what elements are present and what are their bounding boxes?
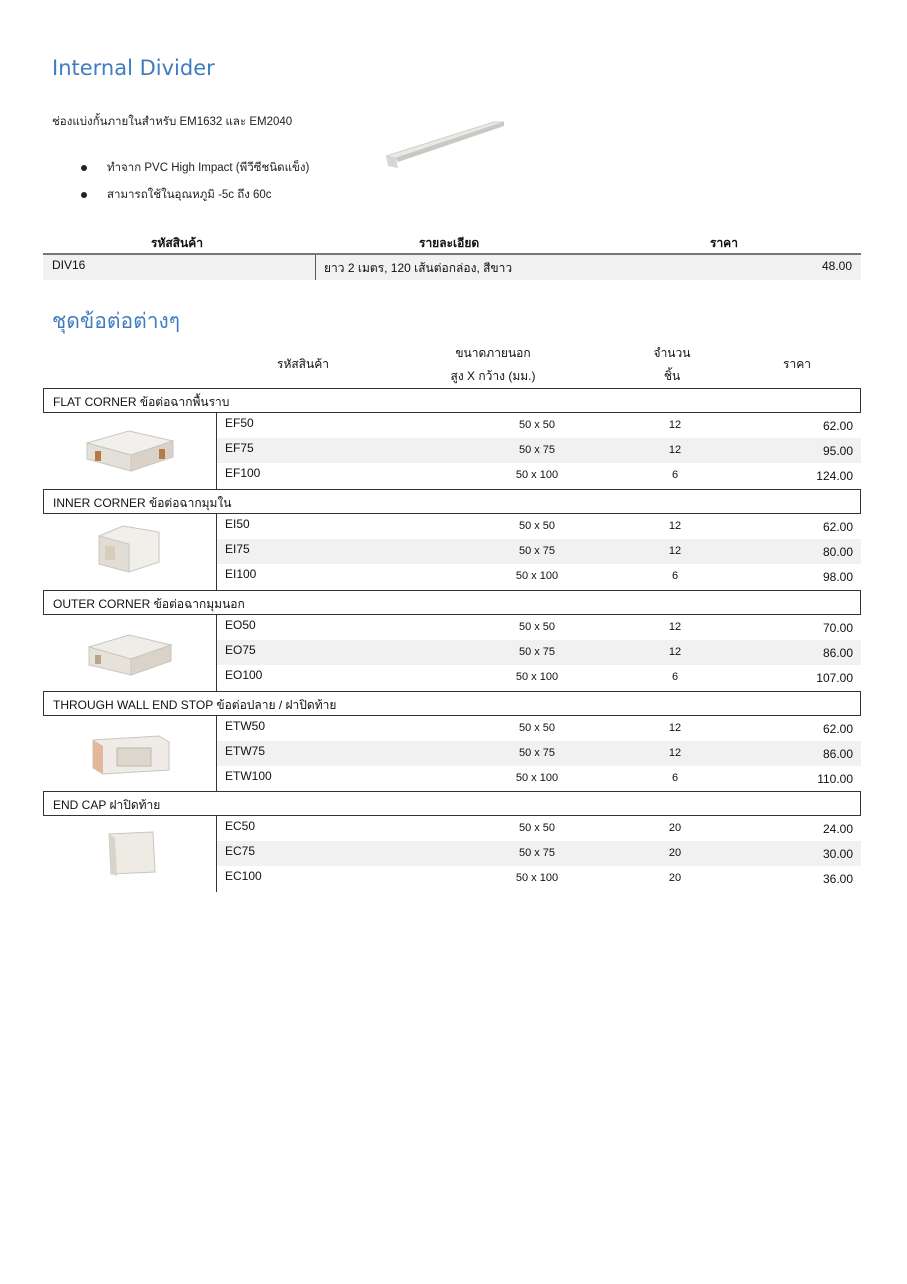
cell-code: ETW75 (225, 744, 266, 758)
cell-qty: 12 (668, 621, 682, 633)
cell-size: 50 x 50 (518, 621, 556, 633)
cell-size: 50 x 100 (515, 671, 559, 683)
cell-qty: 12 (668, 722, 682, 734)
table-row (217, 539, 861, 564)
header-code: รหัสสินค้า (151, 236, 203, 250)
table-row (217, 716, 861, 741)
feature-list (80, 158, 309, 212)
cell-qty: 20 (668, 872, 682, 884)
table-row (217, 564, 861, 589)
cell-size: 50 x 50 (518, 722, 556, 734)
cell-code: EF75 (225, 441, 254, 455)
cell-size: 50 x 100 (515, 469, 559, 481)
cell-code: ETW100 (225, 769, 272, 783)
cell-size: 50 x 75 (518, 545, 556, 557)
cell-price: 95.00 (822, 444, 853, 458)
cell-code: EC75 (225, 844, 256, 858)
cell-size: 50 x 100 (515, 570, 559, 582)
group-header-outer-corner: OUTER CORNER ข้อต่อฉากมุมนอก (43, 590, 861, 615)
cell-qty: 12 (668, 419, 682, 431)
cell-code: EO50 (225, 618, 256, 632)
cell-size: 50 x 75 (518, 444, 556, 456)
header-detail: รายละเอียด (419, 236, 480, 250)
group-end-stop (43, 716, 861, 792)
table-row (217, 665, 861, 690)
cell-price: 62.00 (822, 419, 853, 433)
end-cap-image (105, 828, 159, 878)
cell-qty: 12 (668, 520, 682, 532)
cell-code: EO75 (225, 643, 256, 657)
outer-corner-image (83, 629, 177, 677)
cell-qty: 20 (668, 822, 682, 834)
cell-price: 62.00 (822, 722, 853, 736)
row-code: DIV16 (52, 258, 86, 272)
header-code: รหัสสินค้า (277, 357, 329, 371)
table-row (217, 615, 861, 640)
end-stop-image (89, 732, 173, 776)
cell-price: 24.00 (822, 822, 853, 836)
cell-size: 50 x 100 (515, 772, 559, 784)
feature-item: ทำจาก PVC High Impact (พีวีซีชนิดแข็ง) (80, 158, 309, 185)
table-row (43, 255, 861, 280)
divider-table-header (43, 230, 861, 255)
section-title-internal-divider: Internal Divider (52, 56, 215, 80)
cell-qty: 12 (668, 646, 682, 658)
table-row (217, 741, 861, 766)
group-header-end-cap: END CAP ฝาปิดท้าย (43, 791, 861, 816)
cell-price: 124.00 (816, 469, 853, 483)
cell-code: EI50 (225, 517, 250, 531)
group-header-end-stop: THROUGH WALL END STOP ข้อต่อปลาย / ฝาปิดท้าย (43, 691, 861, 716)
table-row (217, 816, 861, 841)
cell-price: 70.00 (822, 621, 853, 635)
cell-price: 107.00 (816, 671, 853, 685)
row-price: 48.00 (821, 259, 852, 273)
cell-code: EC100 (225, 869, 262, 883)
group-flat-corner (43, 413, 861, 489)
column-divider (315, 255, 316, 280)
cell-code: ETW50 (225, 719, 266, 733)
bullet-icon (81, 192, 87, 198)
cell-price: 86.00 (822, 646, 853, 660)
header-qty-line2: ชิ้น (663, 369, 681, 383)
cell-size: 50 x 50 (518, 520, 556, 532)
feature-item: สามารถใช้ในอุณหภูมิ -5c ถึง 60c (80, 185, 309, 212)
inner-corner-image (93, 522, 165, 578)
cell-price: 110.00 (817, 772, 853, 786)
header-price: ราคา (710, 236, 738, 250)
bullet-icon (81, 165, 87, 171)
table-row (217, 413, 861, 438)
cell-price: 36.00 (822, 872, 853, 886)
cell-size: 50 x 75 (518, 646, 556, 658)
header-qty-line1: จำนวน (653, 346, 691, 360)
cell-price: 98.00 (822, 570, 853, 584)
table-row (217, 766, 861, 791)
flat-corner-image (83, 427, 177, 473)
cell-code: EF100 (225, 466, 261, 480)
divider-product-image (382, 118, 506, 172)
table-row (217, 841, 861, 866)
header-price: ราคา (783, 357, 811, 371)
cell-code: EI75 (225, 542, 250, 556)
cell-qty: 20 (668, 847, 682, 859)
cell-size: 50 x 50 (518, 822, 556, 834)
cell-size: 50 x 100 (515, 872, 559, 884)
header-size-line1: ขนาดภายนอก (455, 346, 531, 360)
cell-qty: 6 (671, 772, 679, 784)
cell-qty: 6 (671, 469, 679, 481)
group-end-cap (43, 816, 861, 892)
header-size-line2: สูง X กว้าง (มม.) (450, 369, 536, 383)
table-row (217, 866, 861, 891)
cell-qty: 12 (668, 545, 682, 557)
cell-qty: 6 (671, 570, 679, 582)
group-outer-corner (43, 615, 861, 691)
section-title-fittings: ชุดข้อต่อต่างๆ (52, 309, 181, 333)
cell-size: 50 x 75 (518, 847, 556, 859)
group-header-inner-corner: INNER CORNER ข้อต่อฉากมุมใน (43, 489, 861, 514)
cell-size: 50 x 75 (518, 747, 556, 759)
table-row (217, 438, 861, 463)
cell-qty: 12 (668, 747, 682, 759)
table-row (217, 514, 861, 539)
cell-code: EC50 (225, 819, 256, 833)
table-row (217, 463, 861, 488)
row-detail: ยาว 2 เมตร, 120 เส้นต่อกล่อง, สีขาว (324, 261, 513, 275)
group-header-flat-corner: FLAT CORNER ข้อต่อฉากพื้นราบ (43, 388, 861, 413)
product-description: ช่องแบ่งกั้นภายในสำหรับ EM1632 และ EM2040 (52, 116, 293, 128)
cell-qty: 6 (671, 671, 679, 683)
group-inner-corner (43, 514, 861, 590)
fittings-table-header (43, 342, 861, 387)
cell-price: 86.00 (822, 747, 853, 761)
cell-price: 62.00 (822, 520, 853, 534)
table-row (217, 640, 861, 665)
cell-price: 30.00 (822, 847, 853, 861)
cell-code: EI100 (225, 567, 257, 581)
cell-code: EO100 (225, 668, 263, 682)
cell-price: 80.00 (822, 545, 853, 559)
cell-qty: 12 (668, 444, 682, 456)
cell-size: 50 x 50 (518, 419, 556, 431)
cell-code: EF50 (225, 416, 254, 430)
